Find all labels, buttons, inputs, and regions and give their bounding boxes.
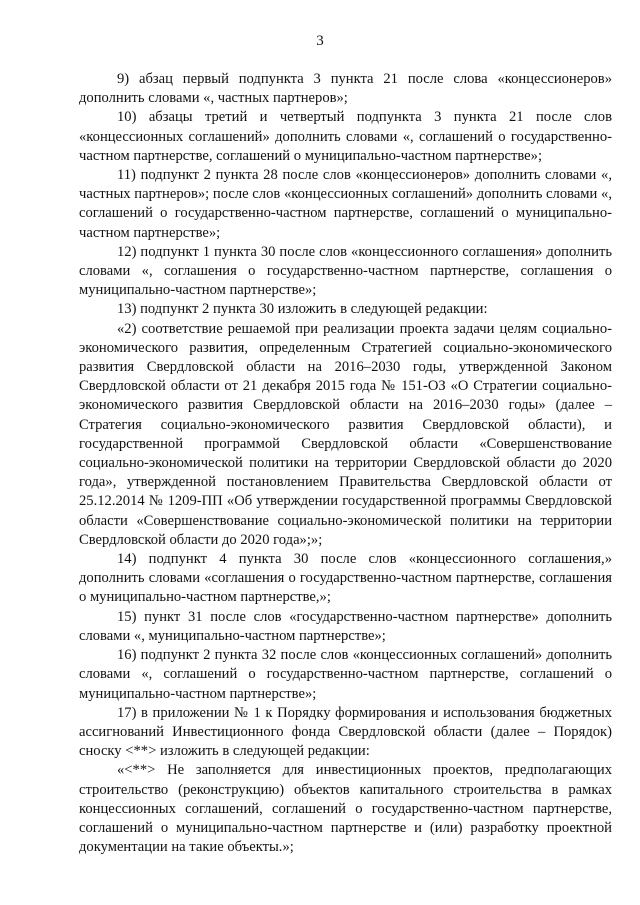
paragraph-item-13: 13) подпункт 2 пункта 30 изложить в следующей редакции:	[117, 301, 488, 318]
paragraph-item-9: 9) абзац первый подпункта 3 пункта 21 после слова «концессионеров» дополнить словами «, частных партнеров»;	[79, 71, 612, 107]
paragraph-item-14: 14) подпункт 4 пункта 30 после слов «концессионного соглашения,» дополнить словами «соглашения о государственно-частном партнерстве, соглашения о муниципально-частном партнерстве,»;	[79, 551, 612, 606]
paragraph-item-17-footnote: «<**> Не заполняется для инвестиционных проектов, предполагающих строительство (реконструкцию) объектов капитального строительства в рамках концессионных соглашений, соглашений о государственно-частном партнерстве, соглашений о муниципально-частном партнерстве и (или) разработку проектной документации на такие объекты.»;	[79, 762, 612, 856]
paragraph-item-16: 16) подпункт 2 пункта 32 после слов «концессионных соглашений» дополнить словами «, соглашений о государственно-частном партнерстве, соглашений о муниципально-частном партнерстве»;	[79, 647, 612, 702]
paragraph-item-17: 17) в приложении № 1 к Порядку формирования и использования бюджетных ассигнований Инвестиционного фонда Свердловской области (далее – Порядок) сноску <**> изложить в следующей редакции:	[79, 704, 612, 760]
paragraph-item-11: 11) подпункт 2 пункта 28 после слов «концессионеров» дополнить словами «, частных партнеров»; после слов «концессионных соглашений» дополнить словами «, соглашений о государственно-частном партнерстве, соглашений о муниципально-частном партнерстве»;	[79, 167, 612, 241]
paragraph-item-10: 10) абзацы третий и четвертый подпункта 3 пункта 21 после слов «концессионных соглашений» дополнить словами «, соглашений о государственно-частном партнерстве, соглашений о муниципально-частном партнерстве»;	[79, 109, 612, 164]
paragraph-item-15: 15) пункт 31 после слов «государственно-частном партнерстве» дополнить словами «, муниципально-частном партнерстве»;	[79, 608, 612, 644]
page-number: 3	[316, 33, 324, 49]
document-body	[79, 70, 612, 857]
paragraph-item-13-text: «2) соответствие решаемой при реализации проекта задачи целям социально-экономического развития, определенным Стратегией социально-экономического развития Свердловской области на 2016–2030 годы, утвержденной Законом Свердловской области от 21 декабря 2015 года № 151-ОЗ «О Стратегии социально-экономического развития Свердловской области на 2016–2030 годы» (далее – Стратегия социально-экономического развития Свердловской области), и государственной программой Свердловской области «Совершенствование социально-экономической политики на территории Свердловской области до 2020 года», утвержденной постановлением Правительства Свердловской области от 25.12.2014 № 1209-ПП «Об утверждении государственной программы Свердловской области «Совершенствование социально-экономической политики на территории Свердловской области до 2020 года»;»;	[79, 320, 612, 548]
paragraph-item-12: 12) подпункт 1 пункта 30 после слов «концессионного соглашения» дополнить словами «, соглашения о государственно-частном партнерстве, соглашения о муниципально-частном партнерстве»;	[79, 243, 612, 299]
